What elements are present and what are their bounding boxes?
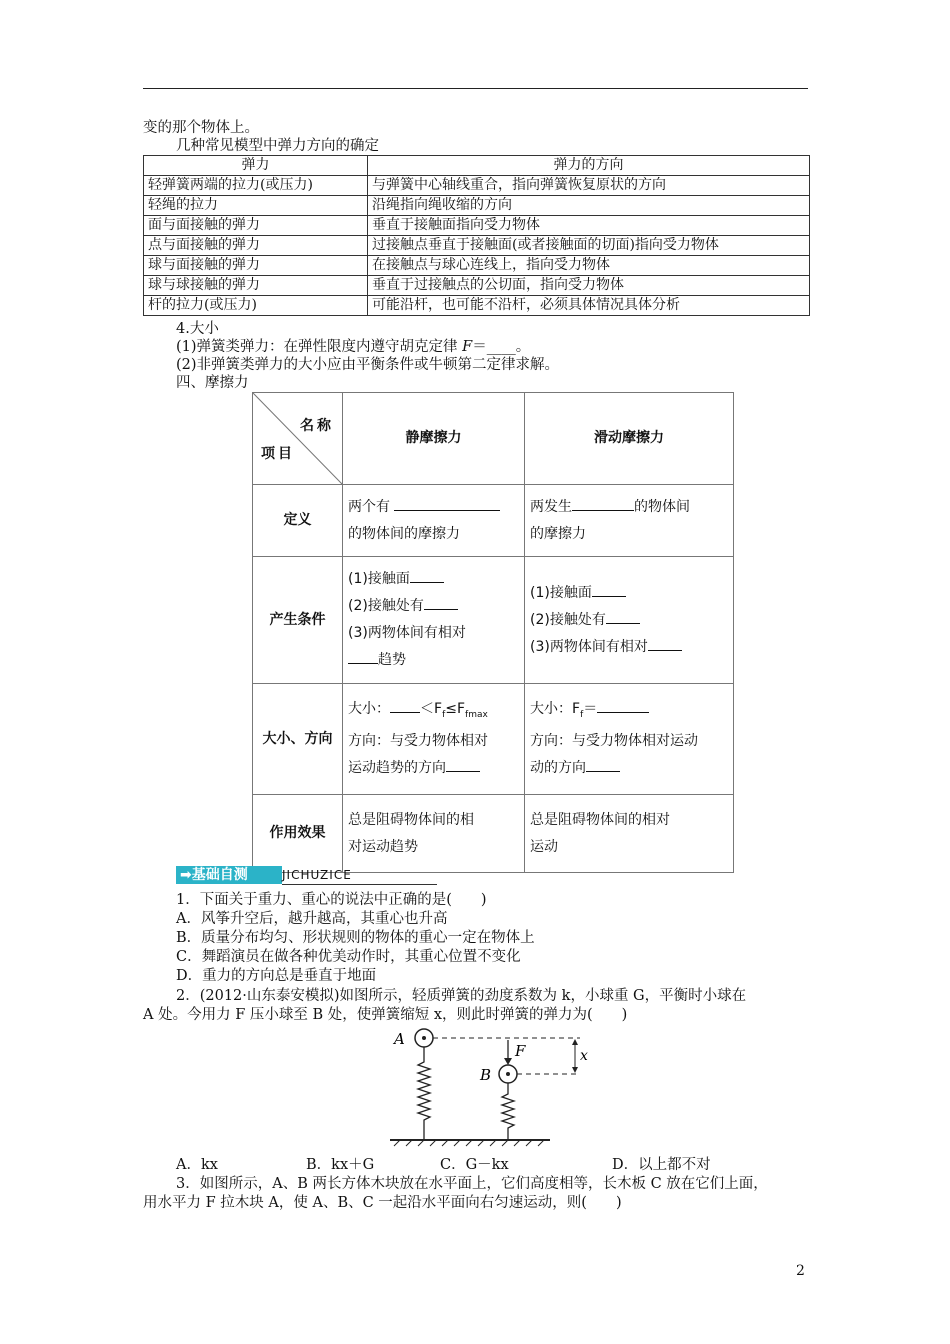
- table-row: [253, 684, 734, 795]
- table-cell: [525, 684, 734, 795]
- left-spring: [418, 1038, 430, 1140]
- table-cell: 轻弹簧两端的拉力(或压力): [144, 176, 368, 196]
- banner-rule: [282, 884, 437, 885]
- table-cell: 面与面接触的弹力: [144, 216, 368, 236]
- table-cell: 球与球接触的弹力: [144, 276, 368, 296]
- cell-text: (3)两物体间有相对: [348, 625, 466, 641]
- cell-text: (2)接触处有: [530, 611, 606, 628]
- table-row: [253, 795, 734, 873]
- size-heading: 4.大小: [176, 321, 219, 337]
- table-cell: [343, 684, 525, 795]
- table-cell: 垂直于接触面指向受力物体: [368, 216, 810, 236]
- cell-text: 方向：与受力物体相对运动: [530, 733, 698, 750]
- q1-option-a: A．风筝升空后，越升越高，其重心也升高: [176, 911, 448, 927]
- size-item-2: (2)非弹簧类弹力的大小应由平衡条件或牛顿第二定律求解。: [176, 357, 560, 373]
- force-arrow-head: [504, 1058, 512, 1065]
- table-header: 弹力的方向: [368, 156, 810, 176]
- cell-text: 两发生: [530, 498, 572, 515]
- q1-option-b: B．质量分布均匀、形状规则的物体的重心一定在物体上: [176, 930, 535, 946]
- table-cell: 点与面接触的弹力: [144, 236, 368, 256]
- cell-subscript: fmax: [465, 709, 488, 720]
- cell-text: ＜F: [420, 700, 443, 717]
- blank: [572, 496, 634, 511]
- corner-cell: [253, 393, 343, 485]
- size-item-1-suffix: ＝____。: [472, 339, 531, 355]
- q2-stem-2: A 处。今用力 F 压小球至 B 处，使弹簧缩短 x，则此时弹簧的弹力为( ): [143, 1007, 628, 1023]
- right-spring: [502, 1083, 514, 1140]
- q2-option-a: A．kx: [176, 1157, 218, 1173]
- cell-text: 动的方向: [530, 760, 586, 777]
- cell-text: ＝: [583, 700, 598, 717]
- table-row: [253, 485, 734, 557]
- table-row: [144, 176, 810, 196]
- elastic-force-table: [143, 155, 810, 316]
- table1-title: 几种常见模型中弹力方向的确定: [176, 138, 379, 154]
- table-cell: [525, 485, 734, 557]
- table-cell: 过接触点垂直于接触面(或者接触面的切面)指向受力物体: [368, 236, 810, 256]
- section-banner-sub: JICHUZICE: [282, 868, 352, 882]
- table-cell: [343, 557, 525, 684]
- q2-option-b: B．kx＋G: [306, 1157, 375, 1173]
- cell-subscript: f: [442, 709, 446, 720]
- column-sliding: 滑动摩擦力: [525, 393, 734, 485]
- blank: [586, 757, 620, 772]
- q2-stem-1: 2．(2012·山东泰安模拟)如图所示，轻质弹簧的劲度系数为 k，小球重 G，平衡时小球在: [176, 988, 747, 1004]
- label-a: A: [394, 1030, 405, 1048]
- cell-text: 大小：F: [530, 700, 581, 717]
- section-banner: [176, 866, 282, 884]
- corner-name: 名称: [300, 418, 334, 434]
- table-cell: 沿绳指向绳收缩的方向: [368, 196, 810, 216]
- table-row: [144, 276, 810, 296]
- table-cell: 球与面接触的弹力: [144, 256, 368, 276]
- table-header: 弹力: [144, 156, 368, 176]
- size-item-1-var: F: [462, 339, 473, 355]
- table-row: [144, 236, 810, 256]
- blank: [390, 698, 420, 713]
- q2-option-d: D．以上都不对: [612, 1157, 711, 1173]
- cell-text: 总是阻碍物体间的相对: [530, 811, 670, 828]
- cell-text: (1)接触面: [530, 584, 592, 601]
- header-rule: [143, 88, 808, 89]
- corner-item: 项目: [261, 446, 295, 462]
- blank: [446, 757, 480, 772]
- table-cell: 在接触点与球心连线上，指向受力物体: [368, 256, 810, 276]
- size-item-1-prefix: (1)弹簧类弹力：在弹性限度内遵守胡克定律: [176, 339, 463, 355]
- cell-text: (1)接触面: [348, 571, 410, 587]
- table-row: [144, 256, 810, 276]
- table-cell: 轻绳的拉力: [144, 196, 368, 216]
- blank: [648, 636, 682, 651]
- table-row: [144, 296, 810, 316]
- friction-table: [252, 392, 734, 873]
- table-row: [144, 216, 810, 236]
- table-cell: 可能沿杆，也可能不沿杆，必须具体情况具体分析: [368, 296, 810, 316]
- spring-figure: [380, 1022, 588, 1152]
- table-cell: 与弹簧中心轴线重合，指向弹簧恢复原状的方向: [368, 176, 810, 196]
- cell-text: 两个有: [348, 498, 390, 515]
- q3-stem-2: 用水平力 F 拉木块 A，使 A、B、C 一起沿水平面向右匀速运动，则( ): [143, 1195, 622, 1211]
- cell-text: 运动趋势的方向: [348, 760, 446, 777]
- friction-heading: 四、摩擦力: [176, 375, 249, 391]
- cell-text: 的摩擦力: [530, 525, 586, 542]
- table-cell: [343, 485, 525, 557]
- ball-b-center: [506, 1072, 510, 1076]
- cell-text: 总是阻碍物体间的相: [348, 811, 474, 828]
- q2-option-c: C．G－kx: [440, 1157, 509, 1173]
- cell-text: 对运动趋势: [348, 838, 418, 855]
- row-condition: 产生条件: [253, 557, 343, 684]
- cell-text: 运动: [530, 838, 558, 855]
- q1-option-d: D．重力的方向总是垂直于地面: [176, 968, 377, 984]
- cell-text: (3)两物体间有相对: [530, 638, 648, 655]
- table-cell: [525, 557, 734, 684]
- cell-subscript: f: [580, 709, 584, 720]
- table-cell: [525, 795, 734, 873]
- cell-text: 方向：与受力物体相对: [348, 733, 488, 750]
- blank: [597, 698, 649, 713]
- cell-text: 趋势: [378, 652, 406, 668]
- table-row: [144, 196, 810, 216]
- ball-a-center: [422, 1036, 426, 1040]
- cell-text: (2)接触处有: [348, 598, 424, 614]
- cell-text: 大小：: [348, 700, 390, 717]
- table-cell: 垂直于过接触点的公切面，指向受力物体: [368, 276, 810, 296]
- blank: [424, 595, 458, 610]
- row-effect: 作用效果: [253, 795, 343, 873]
- cell-text: 的物体间: [634, 498, 690, 515]
- page-number: 2: [796, 1263, 805, 1279]
- table-header-row: [253, 393, 734, 485]
- table-cell: [343, 795, 525, 873]
- q1-stem: 1．下面关于重力、重心的说法中正确的是( ): [176, 892, 487, 908]
- x-arrow-top: [572, 1039, 578, 1045]
- row-definition: 定义: [253, 485, 343, 557]
- blank: [410, 568, 444, 583]
- column-static: 静摩擦力: [343, 393, 525, 485]
- size-item-1: [176, 338, 530, 356]
- blank: [394, 496, 500, 511]
- table-cell: 杆的拉力(或压力): [144, 296, 368, 316]
- label-x: x: [580, 1048, 588, 1064]
- cell-text: 的物体间的摩擦力: [348, 525, 460, 542]
- label-b: B: [480, 1066, 492, 1084]
- blank: [592, 582, 626, 597]
- q3-stem-1: 3．如图所示，A、B 两长方体木块放在水平面上，它们高度相等，长木板 C 放在它们上面，: [176, 1176, 768, 1192]
- cell-text: ≤F: [445, 700, 466, 717]
- blank: [606, 609, 640, 624]
- section-banner-label: 基础自测: [191, 867, 248, 883]
- label-f: F: [515, 1042, 526, 1060]
- x-arrow-bottom: [572, 1067, 578, 1073]
- table-header-row: [144, 156, 810, 176]
- blank: [348, 649, 378, 664]
- table-row: [253, 557, 734, 684]
- arrow-icon: ➡: [180, 867, 192, 883]
- row-magnitude: 大小、方向: [253, 684, 343, 795]
- q1-option-c: C．舞蹈演员在做各种优美动作时，其重心位置不变化: [176, 949, 521, 965]
- continuation-text: 变的那个物体上。: [143, 120, 259, 136]
